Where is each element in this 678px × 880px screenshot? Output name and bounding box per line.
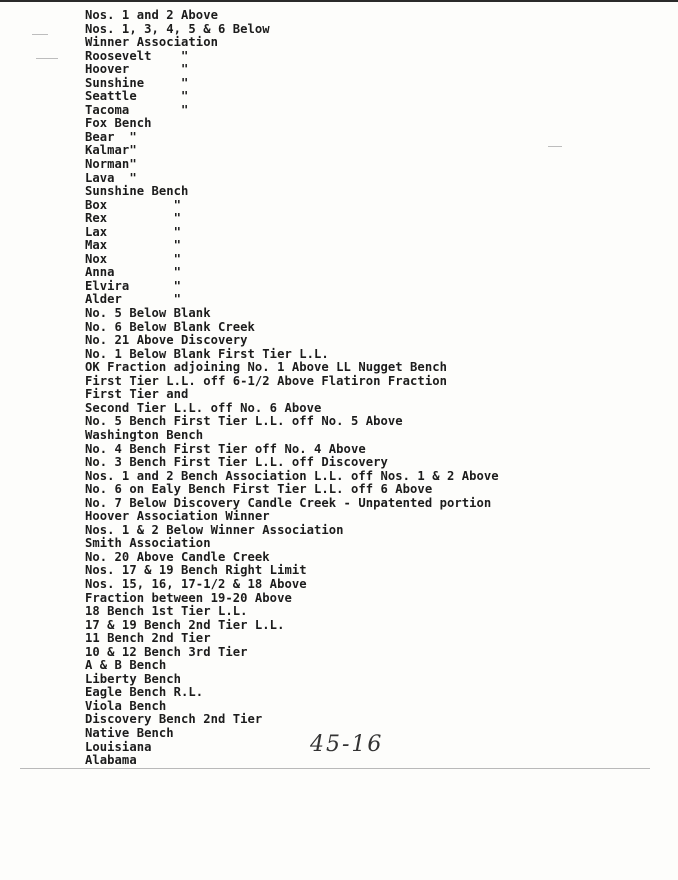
typed-line: OK Fraction adjoining No. 1 Above LL Nugget Bench: [85, 360, 447, 375]
typed-line: Anna ": [85, 265, 182, 280]
typed-line: Second Tier L.L. off No. 6 Above: [85, 400, 322, 415]
typed-line: Nos. 1 and 2 Bench Association L.L. off Nos. 1 & 2 Above: [85, 468, 499, 483]
typed-line: Lax ": [85, 224, 182, 239]
typed-line: Nos. 1 & 2 Below Winner Association: [85, 522, 344, 537]
typed-line: Nos. 17 & 19 Bench Right Limit: [85, 563, 307, 578]
typed-line: Nos. 1 and 2 Above: [85, 8, 218, 22]
typed-line: Kalmar": [85, 143, 137, 158]
typed-line: Hoover Association Winner: [85, 509, 270, 524]
typed-line: Louisiana: [85, 739, 152, 754]
typed-line: Winner Association: [85, 35, 218, 50]
typed-line: Lava ": [85, 170, 137, 185]
typed-line: First Tier L.L. off 6-1/2 Above Flatiron Fraction: [85, 373, 447, 388]
typed-line: 10 & 12 Bench 3rd Tier: [85, 644, 248, 659]
typed-line: Liberty Bench: [85, 671, 182, 686]
typed-line: A & B Bench: [85, 658, 167, 673]
typed-line: Fox Bench: [85, 116, 152, 131]
typed-line: Smith Association: [85, 536, 211, 551]
typed-line: 17 & 19 Bench 2nd Tier L.L.: [85, 617, 285, 632]
typed-line: No. 3 Bench First Tier L.L. off Discovery: [85, 455, 388, 470]
typed-line: Nos. 1, 3, 4, 5 & 6 Below: [85, 21, 270, 36]
typed-line: No. 1 Below Blank First Tier L.L.: [85, 346, 329, 361]
typed-line: Discovery Bench 2nd Tier: [85, 712, 263, 727]
typed-line: Tacoma ": [85, 102, 189, 117]
typed-line: Norman": [85, 157, 137, 172]
typed-line: No. 4 Bench First Tier off No. 4 Above: [85, 441, 366, 456]
typed-line: Hoover ": [85, 62, 189, 77]
typed-list: [85, 9, 645, 768]
bottom-rule: [20, 768, 650, 769]
typed-line: Sunshine Bench: [85, 184, 189, 199]
typed-line: First Tier and: [85, 387, 189, 402]
typed-line: Native Bench: [85, 725, 174, 740]
typed-line: Seattle ": [85, 89, 189, 104]
typed-line: Alabama: [85, 753, 137, 768]
typed-line: No. 5 Bench First Tier L.L. off No. 5 Above: [85, 414, 403, 429]
typed-line: Rex ": [85, 211, 182, 226]
typed-line: No. 7 Below Discovery Candle Creek - Unpatented portion: [85, 495, 492, 510]
typed-line: Viola Bench: [85, 698, 167, 713]
typed-line: Elvira ": [85, 278, 182, 293]
typed-line: 18 Bench 1st Tier L.L.: [85, 604, 248, 619]
typed-line: Washington Bench: [85, 427, 204, 442]
typed-line: Alder ": [85, 292, 182, 307]
typed-line: Nos. 15, 16, 17-1/2 & 18 Above: [85, 576, 307, 591]
typed-line: No. 5 Below Blank: [85, 306, 211, 321]
typed-line: Sunshine ": [85, 75, 189, 90]
typed-line: No. 6 on Ealy Bench First Tier L.L. off 6 Above: [85, 482, 433, 497]
handwritten-page-number: 45-16: [310, 732, 384, 757]
margin-mark: [32, 34, 48, 35]
typed-line: Max ": [85, 238, 182, 253]
typed-line: 11 Bench 2nd Tier: [85, 631, 211, 646]
typed-line: Nox ": [85, 251, 182, 266]
page-top-edge: [0, 0, 678, 2]
typed-line: Roosevelt ": [85, 48, 189, 63]
typed-line: No. 20 Above Candle Creek: [85, 549, 270, 564]
typed-line: No. 21 Above Discovery: [85, 333, 248, 348]
typed-line: Box ": [85, 197, 182, 212]
typed-line: Eagle Bench R.L.: [85, 685, 204, 700]
typed-line: No. 6 Below Blank Creek: [85, 319, 255, 334]
typed-line: Bear ": [85, 129, 137, 144]
typed-line: Fraction between 19-20 Above: [85, 590, 292, 605]
margin-mark: [36, 58, 58, 59]
